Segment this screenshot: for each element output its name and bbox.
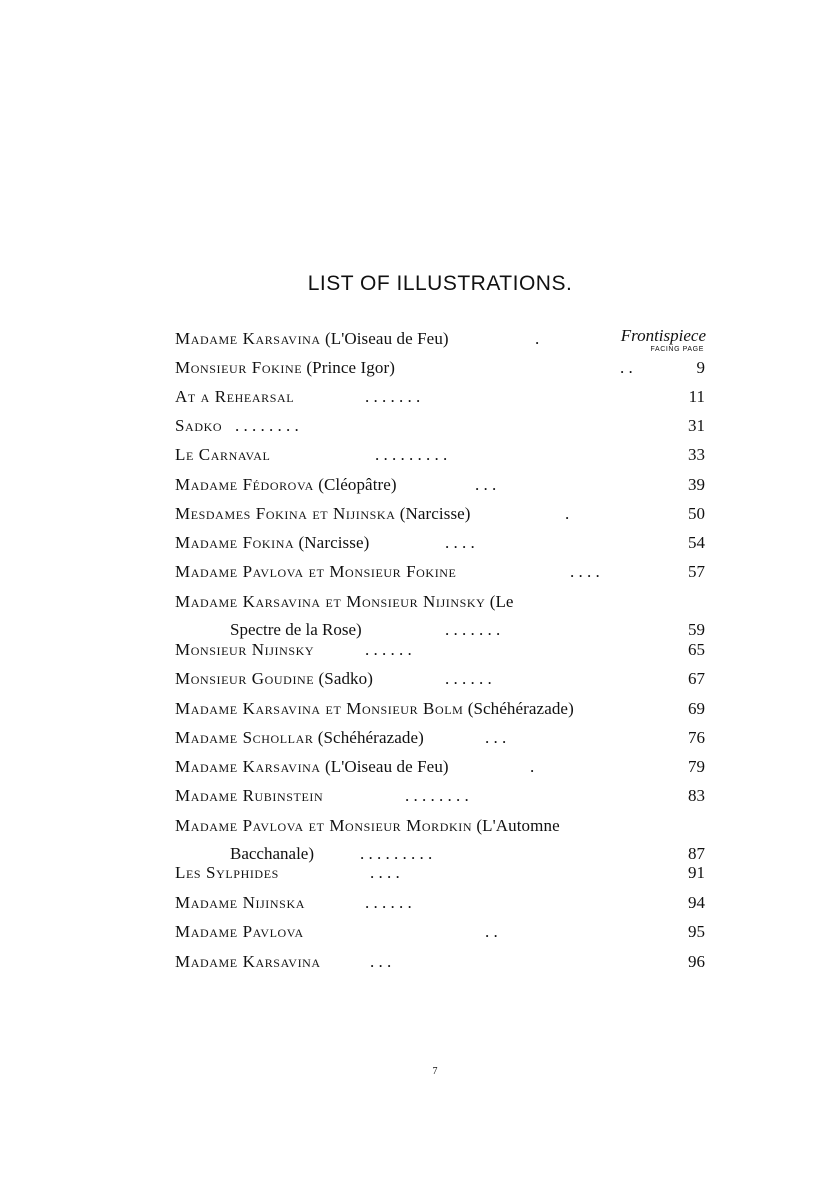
page-number: 76 bbox=[688, 728, 705, 747]
entry-subtitle: (Sadko) bbox=[318, 669, 374, 688]
illustration-entry bbox=[175, 694, 705, 723]
entry-subtitle: (L'Oiseau de Feu) bbox=[324, 757, 449, 776]
entry-title: Madame Schollar bbox=[175, 728, 314, 747]
page-number: 59 bbox=[688, 620, 705, 639]
entry-subtitle: (Schéhérazade) bbox=[467, 699, 574, 718]
illustration-entry bbox=[175, 858, 705, 887]
leader-dots: . . . . . . . . . bbox=[360, 844, 433, 863]
entry-title-continuation: Bacchanale) bbox=[230, 844, 314, 863]
leader-dots: . bbox=[535, 329, 540, 348]
entry-title: Madame Pavlova et Monsieur Mordkin bbox=[175, 816, 473, 835]
leader-dots: . . . bbox=[370, 952, 392, 971]
illustration-entry bbox=[175, 635, 705, 664]
leader-dots: . . . . . . . bbox=[365, 387, 421, 406]
page-number: 95 bbox=[688, 922, 705, 941]
entry-title: Madame Rubinstein bbox=[175, 786, 324, 805]
illustration-entry bbox=[175, 528, 705, 557]
entry-title: Madame Karsavina bbox=[175, 757, 321, 776]
entry-subtitle: (Le bbox=[489, 592, 514, 611]
illustration-entry bbox=[175, 917, 705, 946]
entry-title: At a Rehearsal bbox=[175, 387, 295, 406]
entry-title: Madame Fokina bbox=[175, 533, 295, 552]
entry-title: Sadko bbox=[175, 416, 223, 435]
entry-title: Madame Pavlova bbox=[175, 922, 304, 941]
leader-dots: . . bbox=[485, 922, 498, 941]
entry-title: Le Carnaval bbox=[175, 445, 271, 464]
leader-dots: . . . . . . . bbox=[445, 620, 501, 639]
leader-dots: . . . . . . bbox=[365, 640, 412, 659]
leader-dots: . bbox=[530, 757, 535, 776]
entry-subtitle: (L'Automne bbox=[476, 816, 560, 835]
page-number: 65 bbox=[688, 640, 705, 659]
page-number: 33 bbox=[688, 445, 705, 464]
illustration-entry bbox=[175, 499, 705, 528]
illustration-entry bbox=[175, 947, 705, 976]
entry-title: Madame Fédorova bbox=[175, 475, 314, 494]
leader-dots: . bbox=[565, 504, 570, 523]
leader-dots: . . . . . . bbox=[365, 893, 412, 912]
entry-title: Madame Karsavina et Monsieur Nijinsky bbox=[175, 592, 486, 611]
page-number: 69 bbox=[688, 699, 705, 718]
page-title: LIST OF ILLUSTRATIONS. bbox=[307, 272, 573, 295]
page-number: 9 bbox=[696, 358, 705, 377]
entry-title: Les Sylphides bbox=[175, 863, 279, 882]
illustration-entry bbox=[175, 811, 705, 863]
entry-title-continuation: Spectre de la Rose) bbox=[230, 620, 362, 639]
page-number: 79 bbox=[688, 757, 705, 776]
page-number: 96 bbox=[688, 952, 705, 971]
illustration-entry bbox=[175, 411, 705, 440]
page-number: 87 bbox=[688, 844, 705, 863]
leader-dots: . . . . . . . . bbox=[405, 786, 469, 805]
entry-title: Madame Pavlova et Monsieur Fokine bbox=[175, 562, 457, 581]
page-number: 39 bbox=[688, 475, 705, 494]
illustration-entry bbox=[175, 664, 705, 693]
illustration-entry bbox=[175, 324, 705, 353]
entry-title: Madame Karsavina et Monsieur Bolm bbox=[175, 699, 464, 718]
entry-title: Madame Karsavina bbox=[175, 329, 321, 348]
illustration-entry bbox=[175, 781, 705, 810]
illustration-entry bbox=[175, 353, 705, 382]
illustration-entry bbox=[175, 723, 705, 752]
leader-dots: . . . . . . bbox=[445, 669, 492, 688]
entry-title: Madame Nijinska bbox=[175, 893, 305, 912]
entry-subtitle: (Schéhérazade) bbox=[317, 728, 424, 747]
illustration-entry bbox=[175, 557, 705, 586]
illustration-entry bbox=[175, 888, 705, 917]
page-number: 54 bbox=[688, 533, 705, 552]
page-number: 11 bbox=[688, 387, 705, 406]
page-number: 83 bbox=[688, 786, 705, 805]
leader-dots: . . . . bbox=[370, 863, 400, 882]
entry-subtitle: (Prince Igor) bbox=[306, 358, 396, 377]
entry-subtitle: (Narcisse) bbox=[399, 504, 471, 523]
page-number: 91 bbox=[688, 863, 705, 882]
leader-dots: . . . . . . . . . bbox=[375, 445, 448, 464]
leader-dots: . . bbox=[620, 358, 633, 377]
leader-dots: . . . . bbox=[445, 533, 475, 552]
illustration-entry bbox=[175, 470, 705, 499]
page-number: 50 bbox=[688, 504, 705, 523]
entry-title: Monsieur Nijinsky bbox=[175, 640, 315, 659]
frontispiece-label: Frontispiece bbox=[620, 326, 706, 345]
page-folio: 7 bbox=[432, 1066, 438, 1077]
page-number: 57 bbox=[688, 562, 705, 581]
page-number: 31 bbox=[688, 416, 705, 435]
page-number: 67 bbox=[688, 669, 705, 688]
entry-title: Mesdames Fokina et Nijinska bbox=[175, 504, 396, 523]
entry-title: Monsieur Fokine bbox=[175, 358, 303, 377]
illustration-entry bbox=[175, 587, 705, 639]
leader-dots: . . . bbox=[485, 728, 507, 747]
illustration-entry bbox=[175, 382, 705, 411]
illustration-entry bbox=[175, 440, 705, 469]
leader-dots: . . . bbox=[475, 475, 497, 494]
entry-subtitle: (Cléopâtre) bbox=[318, 475, 397, 494]
leader-dots: . . . . bbox=[570, 562, 600, 581]
illustration-entry bbox=[175, 752, 705, 781]
entry-subtitle: (L'Oiseau de Feu) bbox=[324, 329, 449, 348]
entry-subtitle: (Narcisse) bbox=[298, 533, 370, 552]
facing-page-label: FACING PAGE bbox=[650, 346, 704, 353]
entry-title: Monsieur Goudine bbox=[175, 669, 315, 688]
entry-title: Madame Karsavina bbox=[175, 952, 321, 971]
leader-dots: . . . . . . . . bbox=[235, 416, 299, 435]
page-number: 94 bbox=[688, 893, 705, 912]
